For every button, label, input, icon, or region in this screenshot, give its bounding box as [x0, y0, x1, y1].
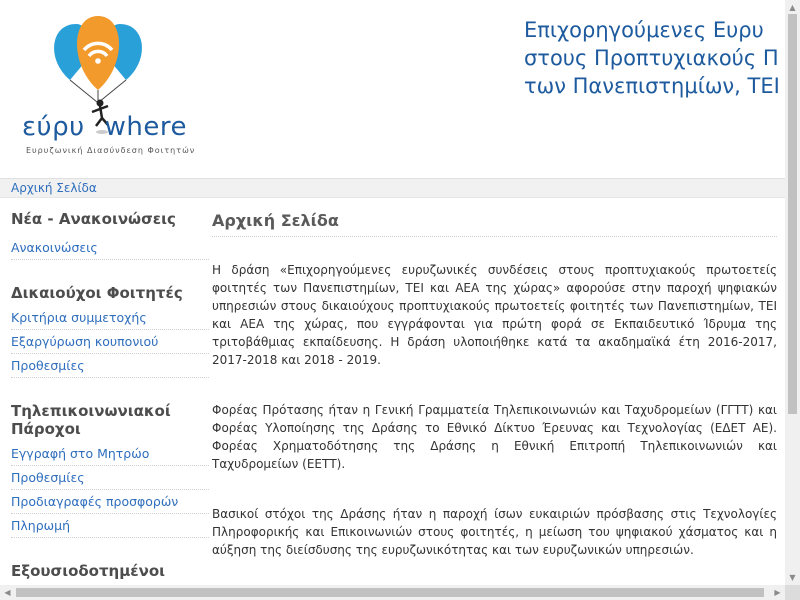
goals-paragraph: Βασικοί στόχοι της Δράσης ήταν η παροχή ίσων ευκαιριών πρόσβασης στις Τεχνολογίες Πληροφορικής και Επικοινωνιών στους φοιτητές, η μείωση του ψηφιακού χάσματος και η αύξηση της διείσδυσης της ευρυζωνικότητας και των ευρυζωνικών υπηρεσιών.	[212, 507, 777, 557]
vertical-scroll-thumb[interactable]	[788, 14, 797, 414]
horizontal-scroll-thumb[interactable]	[16, 588, 764, 597]
scroll-right-icon[interactable]: ▶	[774, 588, 781, 597]
banner-line: Επιχορηγούμενες Ευρυ	[524, 18, 764, 42]
scroll-up-icon[interactable]: ▲	[789, 3, 796, 12]
sidebar-item-announcements[interactable]: Ανακοινώσεις	[11, 236, 209, 260]
vertical-scrollbar[interactable]	[785, 0, 800, 585]
site-logo[interactable]	[18, 10, 208, 170]
scroll-down-icon[interactable]: ▼	[789, 573, 796, 582]
sidebar	[11, 198, 209, 580]
bodies-paragraph: Φορέας Πρότασης ήταν η Γενική Γραμματεία Τηλεπικοινωνιών και Ταχυδρομείων (ΓΓΤΤ) και Φορέας Υλοποίησης της Δράσης το Εθνικό Δίκτυο Έρευνας και Τεχνολογίας (ΕΔΕΤ ΑΕ). Φορέας Χρηματοδότησης της Δράσης η Εθνική Επιτροπή Τηλεπικοινωνιών και Ταχυδρομείων (ΕΕΤΤ).	[212, 403, 777, 471]
scroll-left-icon[interactable]: ◀	[4, 588, 11, 597]
sidebar-section-students	[11, 284, 209, 378]
intro-paragraph: Η δράση «Επιχορηγούμενες ευρυζωνικές συνδέσεις στους προπτυχιακούς πρωτοετείς φοιτητές των Πανεπιστημίων, ΤΕΙ και ΑΕΑ της χώρας» αφορούσε στην παροχή ψηφιακών υπηρεσιών στους δικαιούχους προπτυχιακούς πρωτοετείς φοιτητές των Πανεπιστημίων, ΤΕΙ και ΑΕΑ της χώρας, που εγγράφονται για πρώτη φορά σε Εκπαιδευτικό Ίδρυμα της τριτοβάθμιας εκπαίδευσης. Η δράση υλοποιήθηκε κατά τα ακαδημαϊκά έτη 2016-2017, 2017-2018 και 2018 - 2019.	[212, 263, 777, 367]
sidebar-heading: Τηλεπικοινωνιακοί Πάροχοι	[11, 402, 171, 438]
logo-text-right: where	[104, 112, 188, 142]
sidebar-section-news	[11, 210, 209, 260]
sidebar-heading: Νέα - Ανακοινώσεις	[11, 210, 176, 228]
banner-line: των Πανεπιστημίων, ΤΕΙ	[524, 74, 780, 98]
horizontal-scrollbar[interactable]	[0, 585, 785, 600]
sidebar-section-providers	[11, 402, 209, 538]
site-header	[0, 0, 785, 178]
banner-title	[524, 16, 780, 100]
breadcrumb-home-link[interactable]: Αρχική Σελίδα	[11, 181, 97, 195]
page-title: Αρχική Σελίδα	[212, 211, 777, 237]
sidebar-item-criteria[interactable]: Κριτήρια συμμετοχής	[11, 306, 209, 330]
sidebar-heading: Δικαιούχοι Φοιτητές	[11, 284, 183, 302]
logo-text-left: εύρυ	[22, 112, 85, 142]
scrollbar-corner	[785, 585, 800, 600]
logo-tagline: Ευρυζωνική Διασύνδεση Φοιτητών	[26, 146, 196, 155]
sidebar-heading: Εξουσιοδοτημένοι	[11, 562, 165, 580]
banner-line: στους Προπτυχιακούς Π	[524, 46, 779, 70]
sidebar-item-payment[interactable]: Πληρωμή	[11, 514, 209, 538]
breadcrumb	[0, 178, 785, 198]
sidebar-item-provider-deadlines[interactable]: Προθεσμίες	[11, 466, 209, 490]
sidebar-item-coupon-redemption[interactable]: Εξαργύρωση κουπονιού	[11, 330, 209, 354]
sidebar-section-authorized	[11, 562, 209, 580]
sidebar-item-offer-specs[interactable]: Προδιαγραφές προσφορών	[11, 490, 209, 514]
main-content	[212, 198, 777, 559]
sidebar-item-student-deadlines[interactable]: Προθεσμίες	[11, 354, 209, 378]
sidebar-item-registry[interactable]: Εγγραφή στο Μητρώο	[11, 442, 209, 466]
